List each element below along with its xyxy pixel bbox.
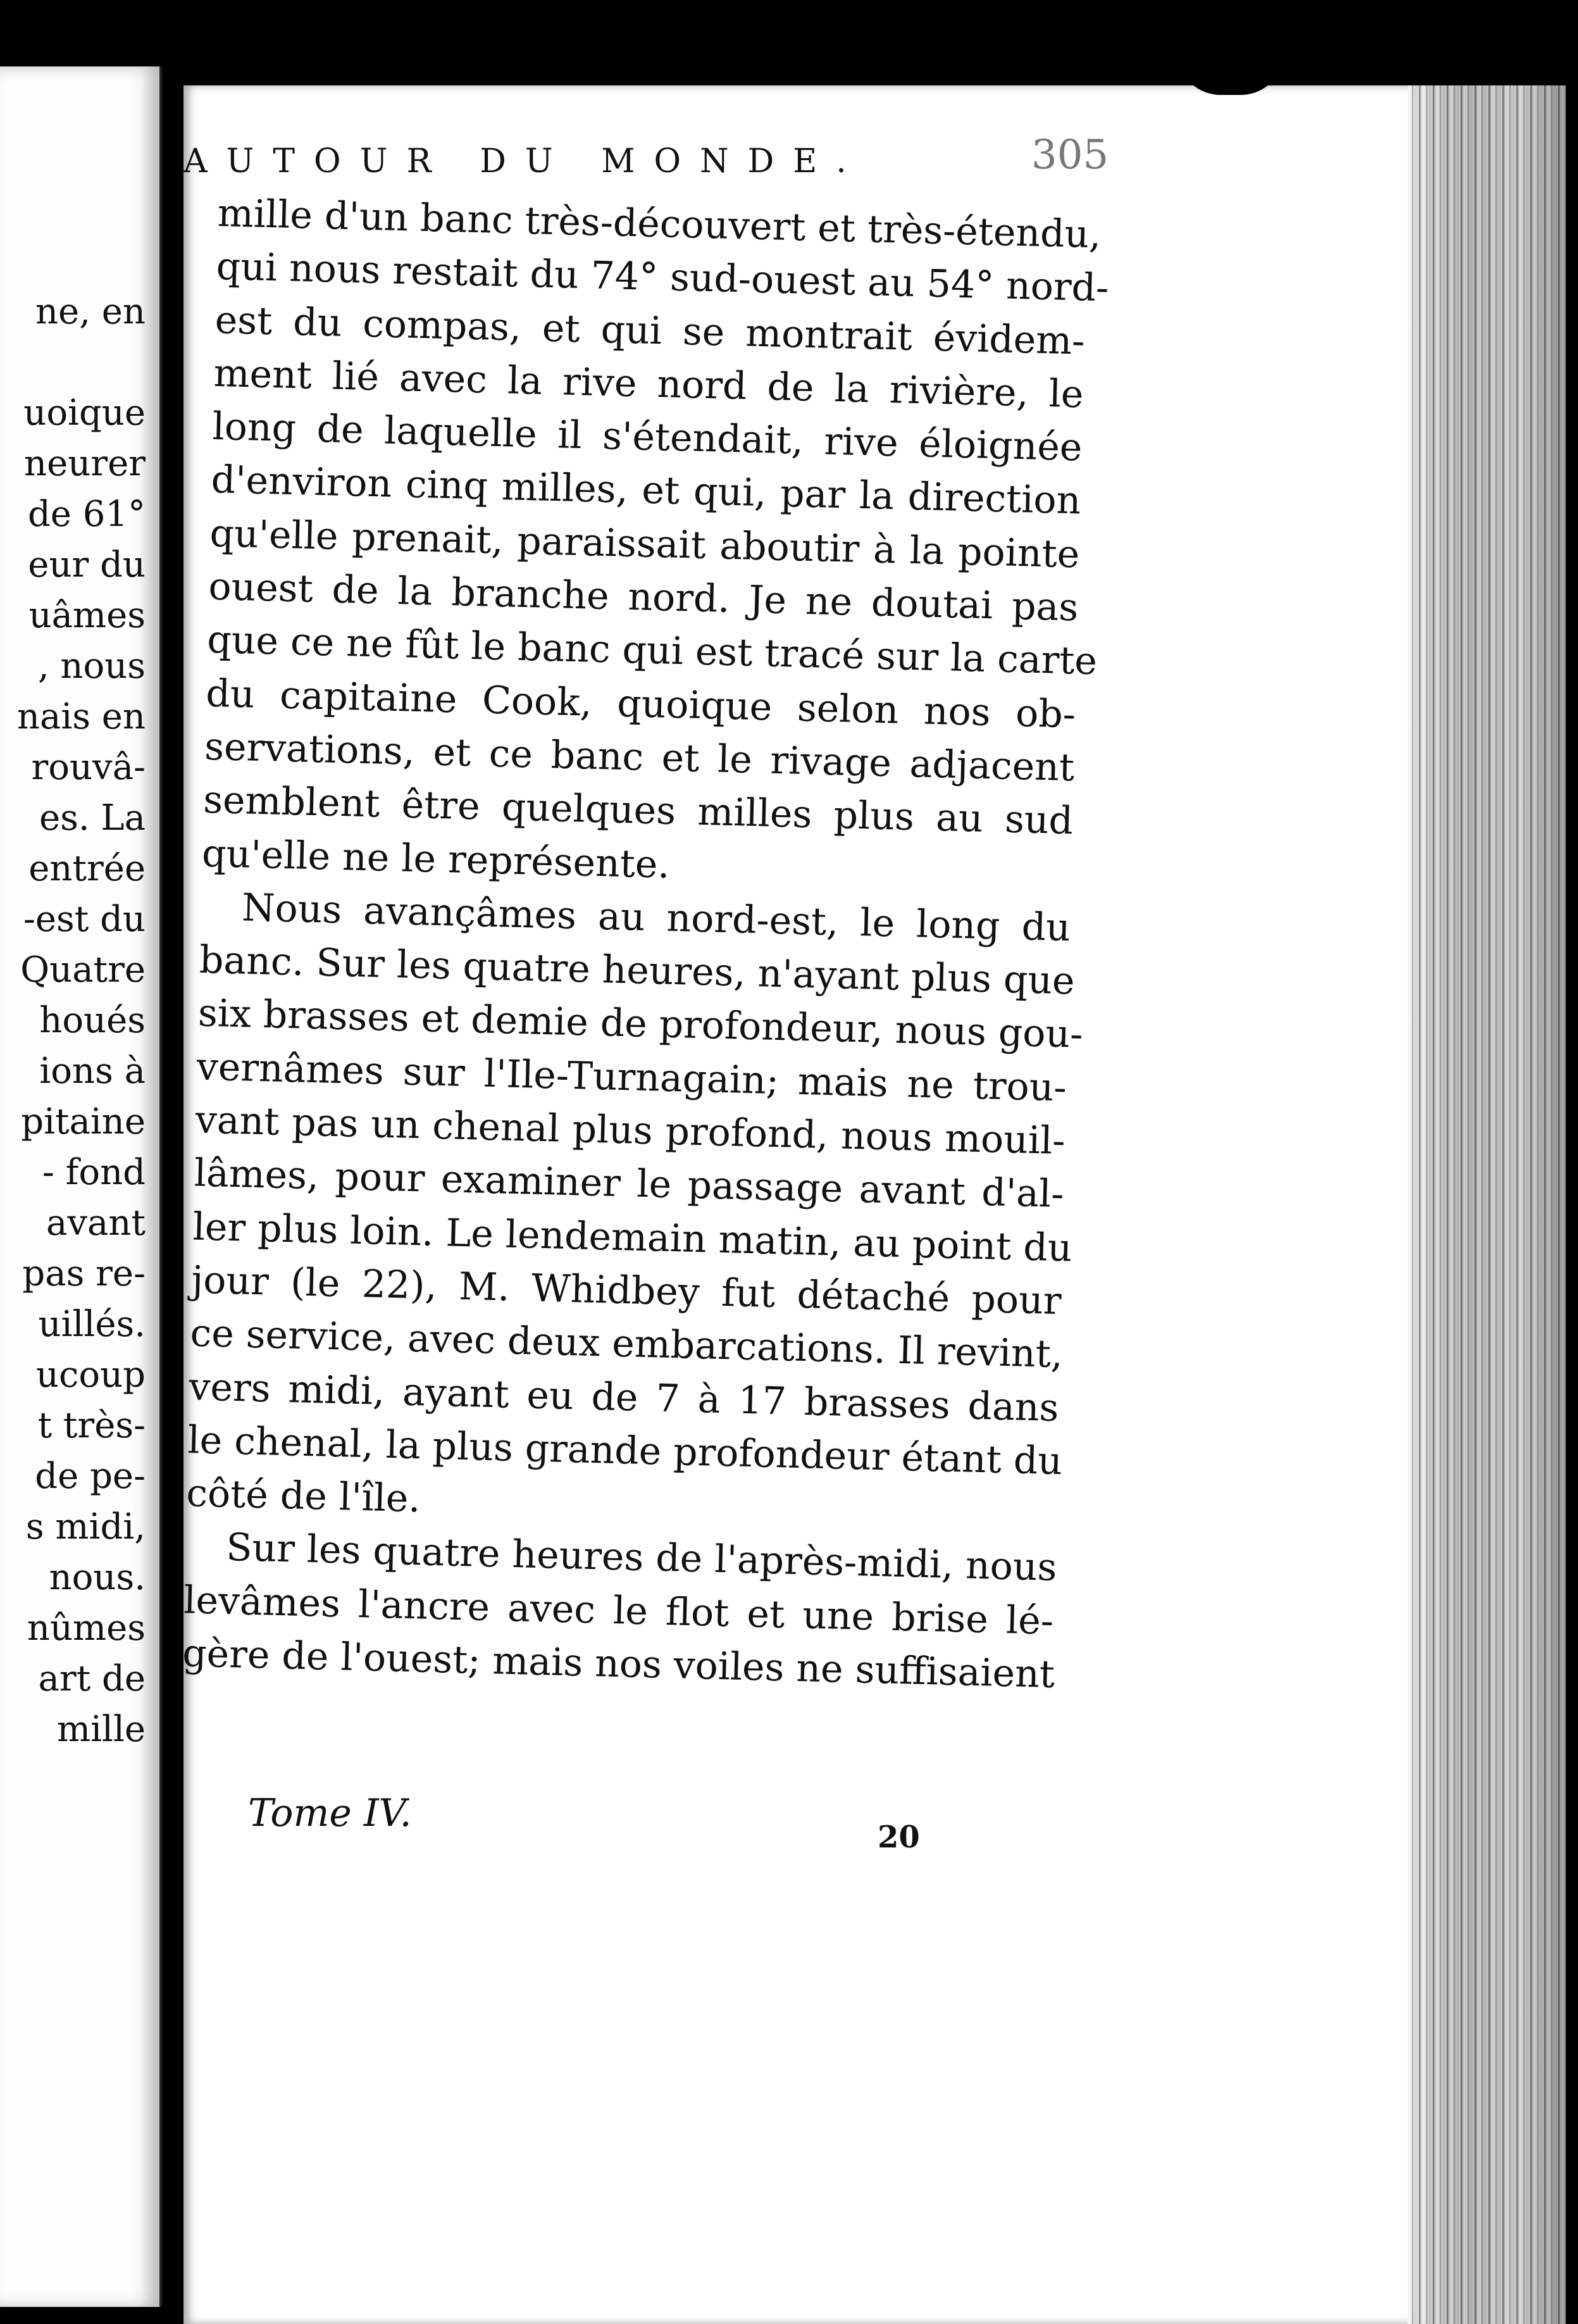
body-line: qu'elle ne le représente. [201, 831, 671, 887]
left-page-line: rouvâ- [31, 747, 146, 788]
left-page-line: ne, en [35, 291, 146, 332]
left-page-line: nais en [16, 696, 146, 737]
left-page-line: avant [46, 1203, 146, 1244]
left-page-line: de 61° [27, 494, 146, 535]
body-line: ler plus loin. Le lendemain matin, au point du [192, 1204, 1073, 1271]
left-page-line: -est du [23, 899, 146, 940]
left-page-line: uoique [23, 392, 146, 434]
left-page-line: de pe- [35, 1456, 146, 1497]
left-page-line: uâmes [28, 595, 146, 636]
body-line: ment lié avec la rive nord de la rivière, le [213, 351, 1084, 417]
body-line: levâmes l'ancre avec le flot et une brise lé- [183, 1578, 1054, 1644]
body-line: côté de l'île. [185, 1471, 421, 1521]
body-line: long de laquelle il s'étendait, rive éloignée [211, 404, 1083, 470]
body-line: semblent être quelques milles plus au sud [202, 777, 1074, 844]
page-edges-shadow [1408, 85, 1566, 2324]
page-number: 305 [1031, 132, 1109, 178]
left-page-line: ucoup [35, 1354, 146, 1396]
body-line: lâmes, pour examiner le passage avant d'al- [194, 1151, 1065, 1217]
left-page-line: , nous [37, 646, 146, 687]
left-page-line: mille [57, 1709, 146, 1750]
left-page-line: nûmes [27, 1608, 146, 1649]
body-line: d'environ cinq milles, et qui, par la direction [210, 458, 1082, 523]
left-page-line: nous. [49, 1557, 146, 1598]
body-line: banc. Sur les quatre heures, n'ayant plus que [199, 937, 1076, 1004]
left-page-line: neurer [24, 443, 146, 484]
body-line: Sur les quatre heures de l'après-midi, nous [225, 1525, 1058, 1590]
left-page-line: t très- [37, 1405, 146, 1446]
body-line: vers midi, ayant eu de 7 à 17 brasses dans [188, 1364, 1060, 1430]
body-line: jour (le 22), M. Whidbey fut détaché pour [190, 1258, 1062, 1324]
volume-footer: Tome IV. [248, 1791, 412, 1835]
signature-mark: 20 [878, 1820, 920, 1855]
left-page-line: pas re- [22, 1253, 146, 1294]
left-page-line: - fond [42, 1152, 146, 1193]
left-page-fragment [0, 66, 162, 2307]
body-line: vernâmes sur l'Ile-Turnagain; mais ne trou- [196, 1044, 1067, 1110]
body-line: six brasses et demie de profondeur, nous gou- [197, 991, 1084, 1058]
body-line: que ce ne fût le banc qui est tracé sur la carte [206, 618, 1098, 684]
body-line: Nous avançâmes au nord-est, le long du [241, 885, 1071, 951]
left-page-line: ions à [39, 1051, 146, 1092]
binder-clip-shadow [1183, 19, 1278, 95]
binder-clip-shadow [677, 13, 747, 70]
running-head: AUTOUR DU MONDE. [183, 142, 866, 180]
body-line: gère de l'ouest; mais nos voiles ne suffisaient [182, 1631, 1055, 1697]
body-line: du capitaine Cook, quoique selon nos ob- [205, 671, 1076, 737]
body-text [182, 187, 1110, 1701]
body-line: est du compas, et qui se montrait évidem- [214, 297, 1086, 364]
left-page-line: houés [39, 1000, 146, 1041]
body-line: qui nous restait du 74° sud-ouest au 54° nord- [216, 244, 1110, 311]
body-line: vant pas un chenal plus profond, nous mouil- [195, 1097, 1066, 1164]
left-page-line: s midi, [25, 1506, 146, 1547]
body-line: servations, et ce banc et le rivage adjacent [204, 724, 1075, 790]
body-line: le chenal, la plus grande profondeur étant du [187, 1418, 1063, 1484]
left-page-line: pitaine [21, 1101, 146, 1142]
body-line: mille d'un banc très-découvert et très-étendu, [217, 191, 1102, 258]
body-line: ce service, avec deux embarcations. Il revint, [189, 1311, 1064, 1377]
left-page-line: entrée [28, 848, 146, 889]
left-page-line: uillés. [38, 1304, 146, 1345]
body-line: qu'elle prenait, paraissait aboutir à la pointe [209, 511, 1081, 577]
left-page-line: art de [38, 1658, 146, 1699]
left-page-line: Quatre [20, 949, 146, 990]
left-page-line: eur du [28, 544, 146, 585]
left-page-line: es. La [39, 797, 146, 839]
body-line: ouest de la branche nord. Je ne doutai pas [208, 564, 1079, 630]
